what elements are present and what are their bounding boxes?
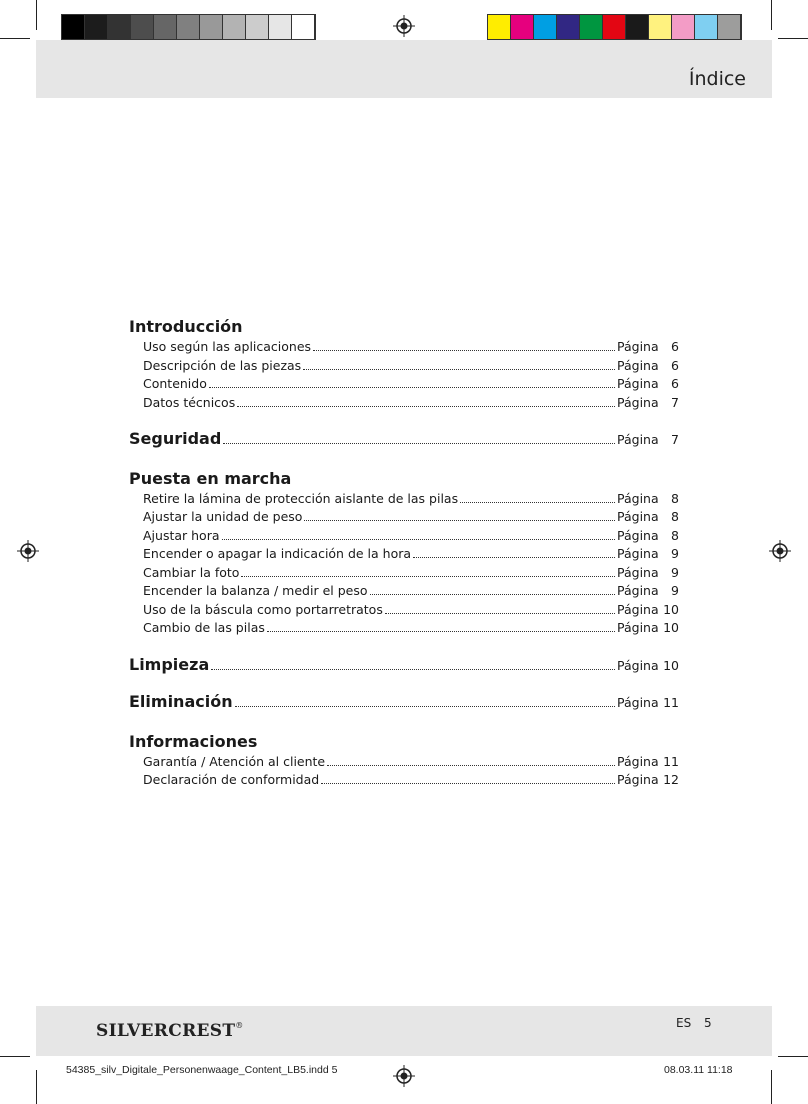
toc-entry-label: Cambiar la foto	[143, 564, 240, 580]
color-swatch	[557, 15, 580, 39]
toc-entry-label: Encender la balanza / medir el peso	[143, 583, 368, 598]
toc-section	[129, 693, 679, 713]
dot-leader	[304, 519, 615, 521]
dot-leader	[385, 612, 615, 614]
color-swatch	[603, 15, 626, 39]
toc-entry-label: Datos técnicos	[143, 394, 236, 410]
toc-entry-label: Garantía / Atención al cliente	[143, 753, 326, 769]
page-word: Página	[617, 490, 659, 506]
color-swatch	[626, 15, 649, 39]
toc-page-ref	[617, 508, 679, 527]
page-number-ref: 7	[671, 432, 679, 447]
page-word: Página	[617, 546, 659, 561]
process-color-bar	[487, 14, 742, 40]
toc-entry	[129, 619, 679, 638]
color-swatch	[292, 15, 315, 39]
color-swatch	[534, 15, 557, 39]
dot-leader	[313, 349, 615, 351]
toc-section-row	[129, 656, 679, 676]
toc-entry-label: Limpieza	[129, 654, 210, 674]
page-footer	[36, 1006, 772, 1056]
toc-entry-label: Eliminación	[129, 692, 233, 711]
toc-entry	[129, 545, 679, 564]
toc-section	[129, 430, 679, 450]
page-title: Índice	[688, 68, 746, 90]
table-of-contents	[129, 316, 679, 790]
toc-entry-label: Seguridad	[129, 429, 222, 448]
page-word: Página	[617, 583, 659, 598]
page-word: Página	[617, 753, 659, 769]
toc-section-heading: Informaciones	[129, 731, 258, 751]
toc-page-ref	[617, 582, 679, 601]
color-swatch	[695, 15, 718, 39]
toc-section-row	[129, 693, 679, 713]
toc-entry-label: Uso según las aplicaciones	[143, 339, 312, 354]
registration-mark-icon	[393, 1065, 415, 1087]
color-swatch	[62, 15, 85, 39]
color-swatch	[177, 15, 200, 39]
dot-leader	[235, 705, 615, 707]
toc-page-ref	[617, 375, 679, 394]
toc-page-ref	[617, 338, 679, 357]
toc-page-ref	[617, 694, 679, 713]
dot-leader	[222, 538, 615, 540]
toc-entry	[129, 564, 679, 583]
toc-entry	[129, 338, 679, 357]
page-word: Página	[617, 620, 659, 635]
toc-entry	[129, 490, 679, 509]
slug-filename: 54385_silv_Digitale_Personenwaage_Content_LB5.indd 5	[66, 1064, 338, 1076]
toc-page-ref	[617, 357, 679, 376]
toc-entry	[129, 582, 679, 601]
page-word: Página	[617, 601, 659, 617]
dot-leader	[267, 630, 615, 632]
page-word: Página	[617, 394, 659, 410]
toc-section-heading: Introducción	[129, 317, 243, 336]
language-code: ES	[676, 1016, 692, 1030]
toc-page-ref	[617, 657, 679, 676]
color-swatch	[154, 15, 177, 39]
color-swatch	[511, 15, 534, 39]
page-number-ref: 8	[671, 509, 679, 524]
color-swatch	[718, 15, 741, 39]
brand-logo: SILVERCREST®	[96, 1021, 244, 1041]
toc-entry-label: Encender o apagar la indicación de la hora	[143, 546, 412, 561]
page-number-ref: 6	[671, 357, 679, 373]
color-swatch	[200, 15, 223, 39]
page-word: Página	[617, 339, 659, 354]
toc-entry-label: Retire la lámina de protección aislante de las pilas	[143, 490, 459, 506]
dot-leader	[327, 764, 615, 766]
color-swatch	[108, 15, 131, 39]
page-number-ref: 10	[663, 657, 679, 673]
crop-mark	[0, 1056, 30, 1057]
page-number: 5	[704, 1016, 712, 1030]
toc-entry-label: Declaración de conformidad	[143, 772, 320, 787]
page-number-ref: 11	[663, 695, 679, 710]
page-word: Página	[617, 509, 659, 524]
dot-leader	[241, 575, 615, 577]
page-number-ref: 10	[663, 601, 679, 617]
page-word: Página	[617, 357, 659, 373]
page-header	[36, 40, 772, 98]
crop-mark	[36, 1070, 37, 1104]
dot-leader	[413, 556, 615, 558]
toc-page-ref	[617, 431, 679, 450]
page-number-ref: 6	[671, 339, 679, 354]
toc-entry-label: Uso de la báscula como portarretratos	[143, 601, 383, 617]
page-number-ref: 10	[663, 620, 679, 635]
toc-section	[129, 316, 679, 412]
toc-entry-label: Contenido	[143, 376, 207, 391]
toc-page-ref	[617, 619, 679, 638]
color-swatch	[131, 15, 154, 39]
color-swatch	[85, 15, 108, 39]
crop-mark	[771, 1070, 772, 1104]
toc-entry	[129, 357, 679, 376]
crop-mark	[778, 38, 808, 39]
toc-entry	[129, 601, 679, 620]
page-word: Página	[617, 695, 659, 710]
toc-entry	[129, 771, 679, 790]
color-swatch	[488, 15, 511, 39]
color-swatch	[223, 15, 246, 39]
toc-entry-label: Cambio de las pilas	[143, 620, 265, 635]
toc-section-heading: Puesta en marcha	[129, 468, 292, 488]
toc-entry-label: Ajustar la unidad de peso	[143, 509, 303, 524]
toc-page-ref	[617, 564, 679, 583]
toc-page-ref	[617, 545, 679, 564]
toc-section-row	[129, 430, 679, 450]
grayscale-color-bar	[61, 14, 316, 40]
crop-mark	[0, 38, 30, 39]
dot-leader	[223, 442, 615, 444]
page-number-ref: 8	[671, 527, 679, 543]
toc-entry-label: Descripción de las piezas	[143, 357, 302, 373]
dot-leader	[303, 368, 615, 370]
page-number-ref: 8	[671, 490, 679, 506]
toc-page-ref	[617, 753, 679, 772]
color-swatch	[580, 15, 603, 39]
page-number-ref: 7	[671, 394, 679, 410]
page-number-ref: 6	[671, 376, 679, 391]
page-number-ref: 9	[671, 546, 679, 561]
color-swatch	[246, 15, 269, 39]
dot-leader	[321, 782, 615, 784]
page-number-ref: 9	[671, 583, 679, 598]
color-swatch	[269, 15, 292, 39]
toc-entry	[129, 753, 679, 772]
dot-leader	[209, 386, 615, 388]
toc-entry	[129, 508, 679, 527]
toc-entry-label: Ajustar hora	[143, 527, 220, 543]
color-swatch	[672, 15, 695, 39]
toc-page-ref	[617, 490, 679, 509]
slug-date: 08.03.11 11:18	[664, 1064, 733, 1076]
crop-mark	[36, 0, 37, 30]
page-word: Página	[617, 657, 659, 673]
toc-section	[129, 731, 679, 790]
registration-mark-icon	[393, 15, 415, 37]
registration-mark-icon	[17, 540, 39, 562]
crop-mark	[778, 1056, 808, 1057]
toc-page-ref	[617, 394, 679, 413]
color-swatch	[649, 15, 672, 39]
toc-section	[129, 656, 679, 676]
toc-entry	[129, 394, 679, 413]
page-word: Página	[617, 564, 659, 580]
toc-page-ref	[617, 527, 679, 546]
registration-mark-icon	[769, 540, 791, 562]
toc-section	[129, 468, 679, 638]
page-word: Página	[617, 376, 659, 391]
toc-page-ref	[617, 601, 679, 620]
toc-entry	[129, 375, 679, 394]
page-number-ref: 11	[663, 753, 679, 769]
toc-page-ref	[617, 771, 679, 790]
page-number-ref: 9	[671, 564, 679, 580]
dot-leader	[237, 405, 615, 407]
crop-mark	[771, 0, 772, 30]
page-word: Página	[617, 527, 659, 543]
dot-leader	[370, 593, 616, 595]
dot-leader	[460, 501, 615, 503]
dot-leader	[211, 668, 615, 670]
toc-entry	[129, 527, 679, 546]
page-word: Página	[617, 772, 659, 787]
page-word: Página	[617, 432, 659, 447]
page-number-ref: 12	[663, 772, 679, 787]
